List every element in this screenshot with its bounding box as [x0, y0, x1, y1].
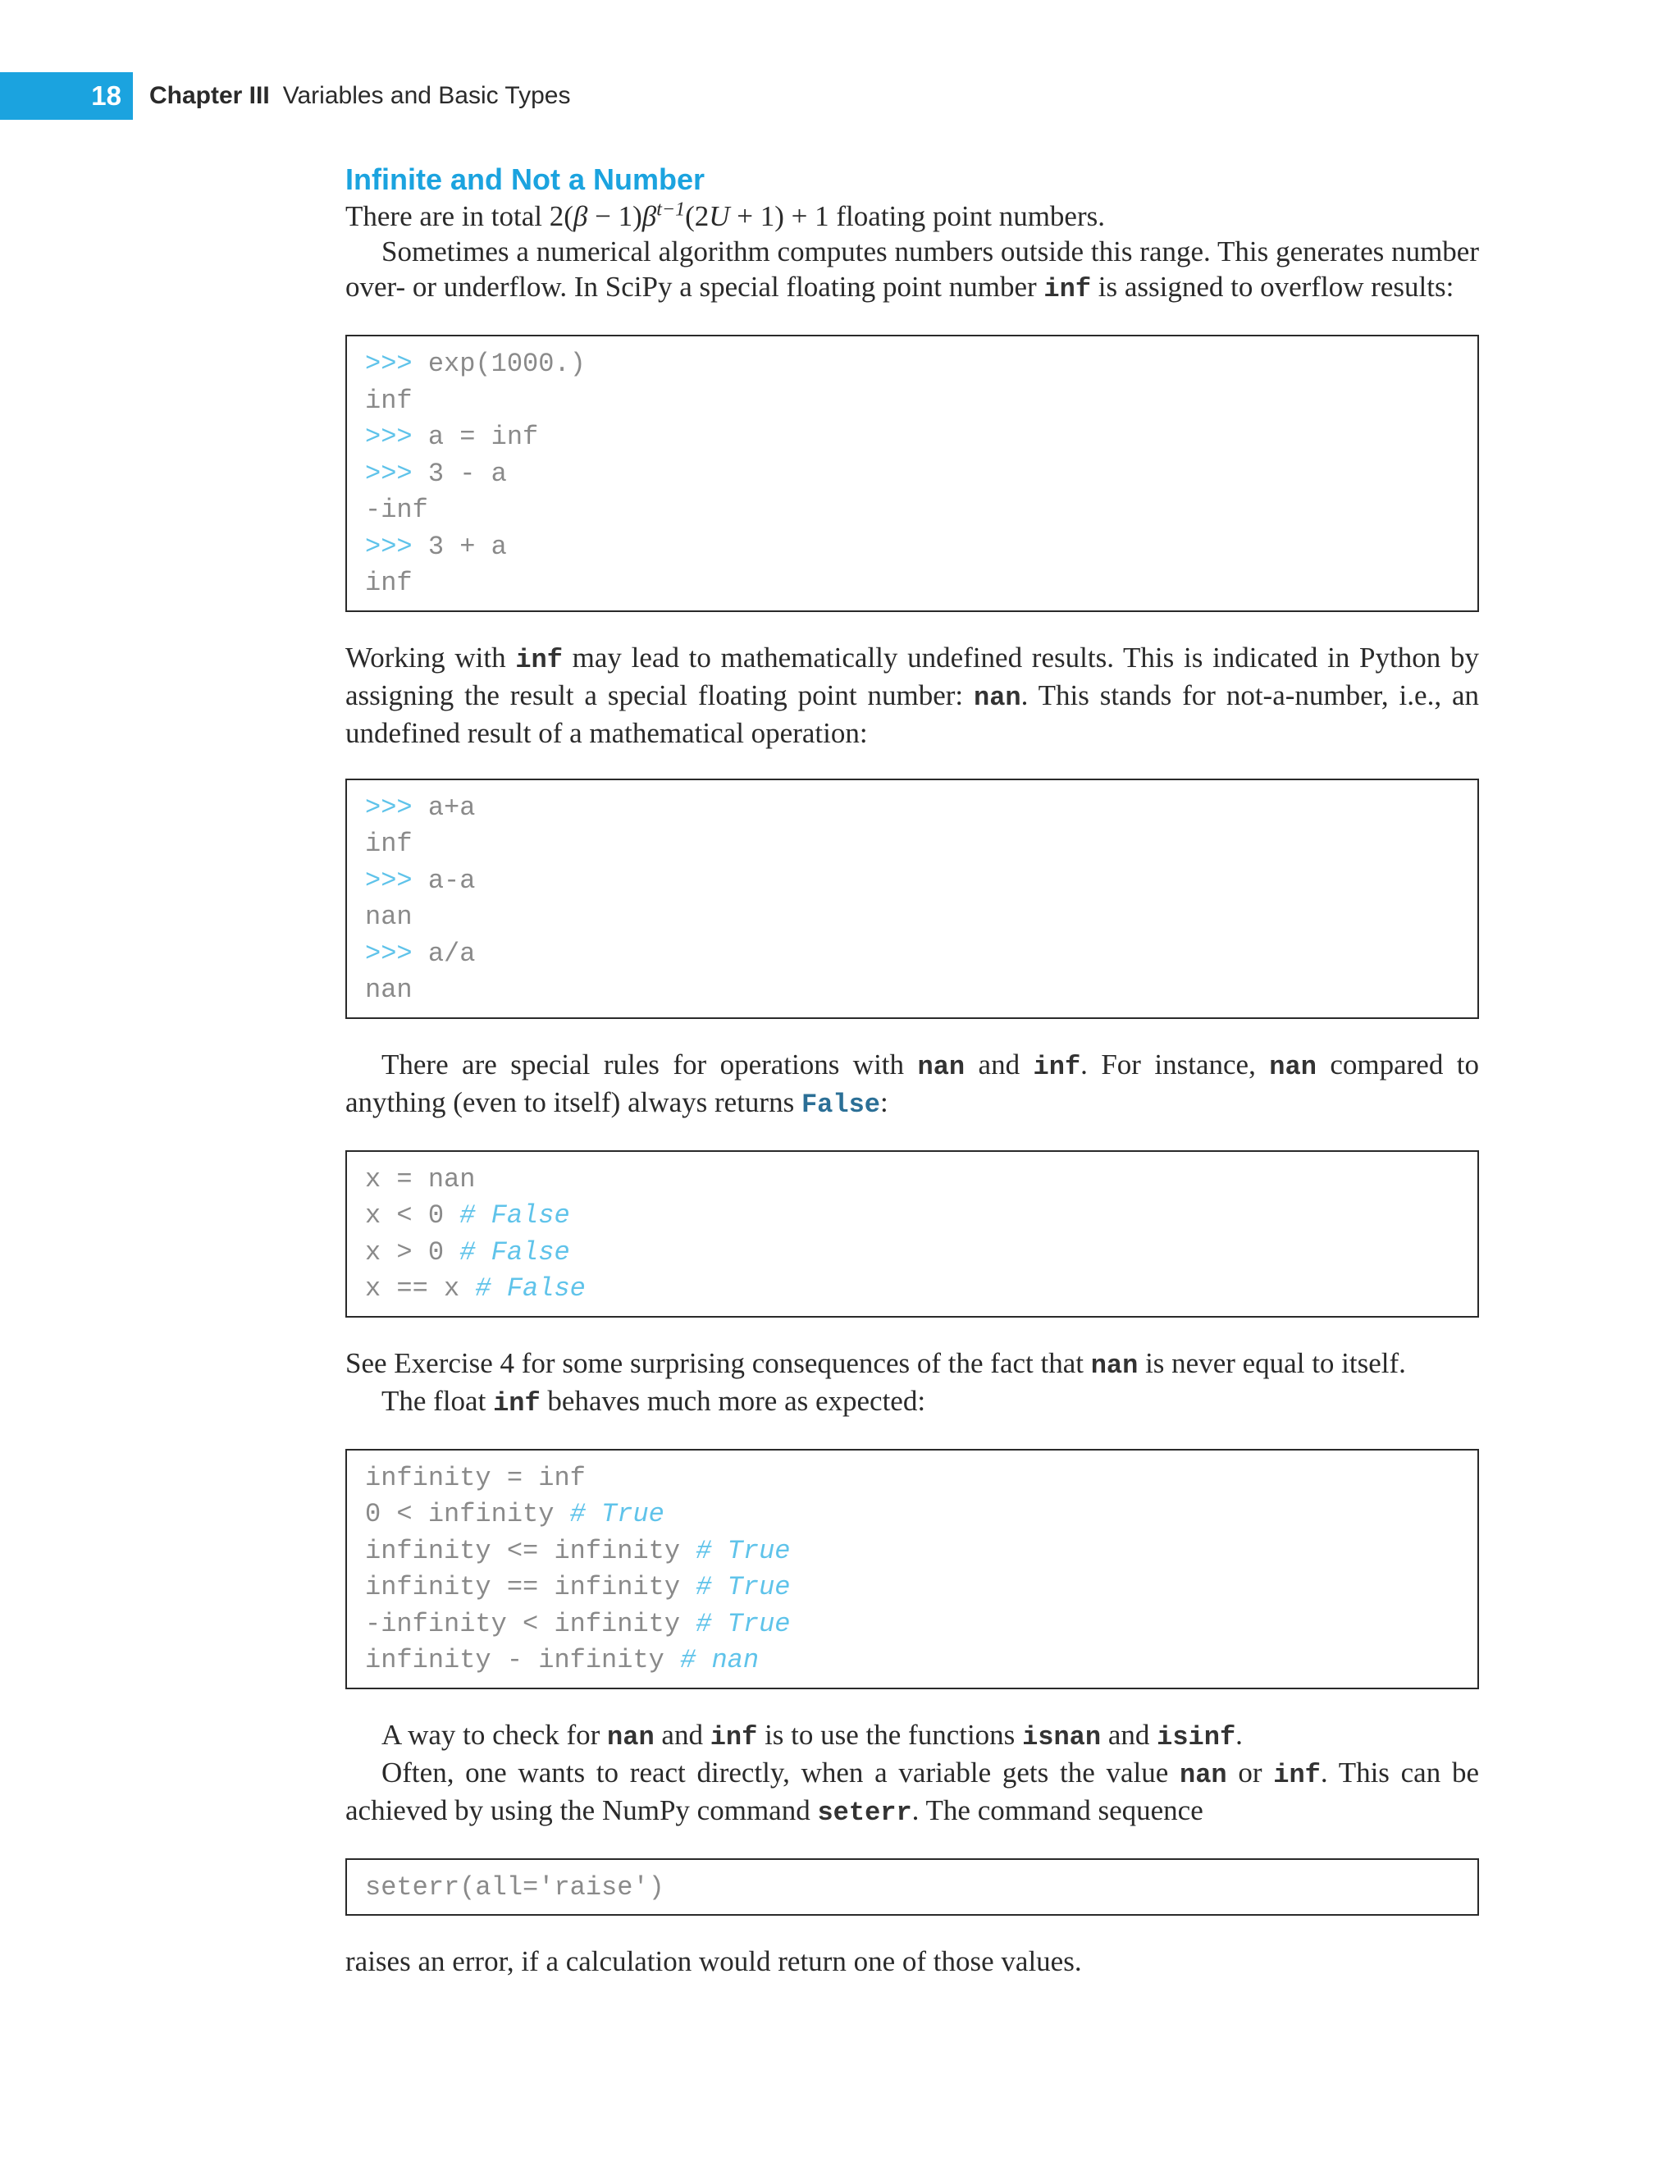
code-line [365, 529, 1459, 566]
code-text: x == x [365, 1273, 476, 1304]
paragraph-overflow: Sometimes a numerical algorithm computes numbers outside this range. This generates number over- or underflow. In SciPy a special floating point number inf is assigned to overflow results: [345, 235, 1479, 304]
code-text: x > 0 [365, 1236, 460, 1268]
code-prompt: >>> [365, 422, 428, 452]
code-line [365, 456, 1459, 493]
code-text: x < 0 [365, 1200, 460, 1231]
code-text: a/a [427, 938, 476, 969]
code-prompt: >>> [365, 349, 428, 379]
code-line [365, 826, 1459, 863]
code-line [365, 492, 1459, 529]
code-comment: # True [696, 1608, 791, 1639]
code-line [365, 863, 1459, 900]
code-block-overflow [345, 335, 1479, 612]
code-prompt: >>> [365, 531, 428, 562]
code-comment: # False [475, 1273, 586, 1304]
code-line [365, 790, 1459, 827]
code-text: infinity == infinity [365, 1572, 696, 1602]
paragraph-inf-behaves: The float inf behaves much more as expected: [381, 1384, 926, 1419]
code-text: -inf [365, 495, 428, 525]
code-comment: # True [696, 1535, 791, 1566]
code-comment: # False [459, 1200, 570, 1231]
code-text: infinity - infinity [365, 1645, 681, 1675]
page-header [0, 72, 1680, 120]
code-line [365, 1460, 1459, 1497]
code-line [365, 936, 1459, 973]
code-text: infinity <= infinity [365, 1535, 696, 1566]
code-prompt: >>> [365, 792, 428, 823]
code-text: x = nan [365, 1163, 476, 1195]
code-comment: # nan [680, 1645, 760, 1675]
code-text: a-a [427, 865, 476, 896]
code-line [365, 1271, 1459, 1308]
code-text: 0 < infinity [365, 1499, 570, 1529]
chapter-title: Variables and Basic Types [282, 82, 571, 109]
code-line [365, 565, 1459, 602]
code-comment: # True [696, 1572, 791, 1602]
code-block-nan-compare [345, 1150, 1479, 1318]
code-text: seterr(all='raise') [365, 1871, 664, 1903]
paragraph-seterr: Often, one wants to react directly, when a variable gets the value nan or inf. This can be achieved by using the NumPy command seterr. The command sequence [345, 1756, 1479, 1828]
section-heading: Infinite and Not a Number [345, 162, 705, 196]
code-prompt: >>> [365, 865, 428, 896]
code-text: 3 - a [427, 458, 507, 489]
paragraph-special-rules: There are special rules for operations with nan and inf. For instance, nan compared to anything (even to itself) always returns False: [345, 1048, 1479, 1120]
code-line [365, 1198, 1459, 1235]
paragraph-nan-intro: Working with inf may lead to mathematically undefined results. This is indicated in Python by assigning the result a special floating point number: nan. This stands for not-a-number, i.e., an undefined result of a mathematical operation: [345, 641, 1479, 749]
code-prompt: >>> [365, 938, 428, 969]
code-block-nan [345, 779, 1479, 1019]
code-text: nan [365, 902, 413, 932]
code-text: a = inf [427, 422, 539, 452]
code-block-seterr [345, 1858, 1479, 1917]
code-line [365, 1870, 1459, 1907]
page-number: 18 [0, 72, 133, 120]
code-text: inf [365, 568, 413, 598]
code-line [365, 1162, 1459, 1199]
page-content [345, 161, 1479, 1979]
paragraph-float-count: There are in total $2(\beta - 1)\beta^{t-1}(2U + 1) + 1$ floating point numbers. [345, 199, 1105, 232]
code-line [365, 1235, 1459, 1272]
code-line [365, 899, 1459, 936]
code-line [365, 1533, 1459, 1570]
code-text: 3 + a [427, 531, 507, 562]
code-prompt: >>> [365, 458, 428, 489]
code-text: inf [365, 829, 413, 859]
code-text: nan [365, 975, 413, 1005]
code-block-inf-compare [345, 1449, 1479, 1689]
code-text: -infinity < infinity [365, 1608, 696, 1639]
code-line [365, 1496, 1459, 1533]
code-line [365, 972, 1459, 1009]
paragraph-raises-error: raises an error, if a calculation would return one of those values. [345, 1945, 1082, 1977]
code-line [365, 1569, 1459, 1606]
paragraph-exercise-ref: See Exercise 4 for some surprising consequences of the fact that nan is never equal to itself. [345, 1346, 1406, 1381]
code-text: inf [365, 385, 413, 416]
code-text: a+a [427, 792, 476, 823]
code-line [365, 383, 1459, 420]
code-line [365, 1643, 1459, 1679]
code-text: infinity = inf [365, 1462, 586, 1493]
code-comment: # False [459, 1236, 570, 1268]
code-text: exp(1000.) [427, 349, 586, 379]
code-line [365, 1606, 1459, 1643]
code-comment: # True [569, 1499, 664, 1529]
code-line [365, 346, 1459, 383]
running-head [149, 72, 570, 120]
chapter-label: Chapter III [149, 82, 270, 109]
paragraph-isnan-isinf: A way to check for nan and inf is to use the functions isnan and isinf. [381, 1718, 1243, 1752]
code-line [365, 419, 1459, 456]
